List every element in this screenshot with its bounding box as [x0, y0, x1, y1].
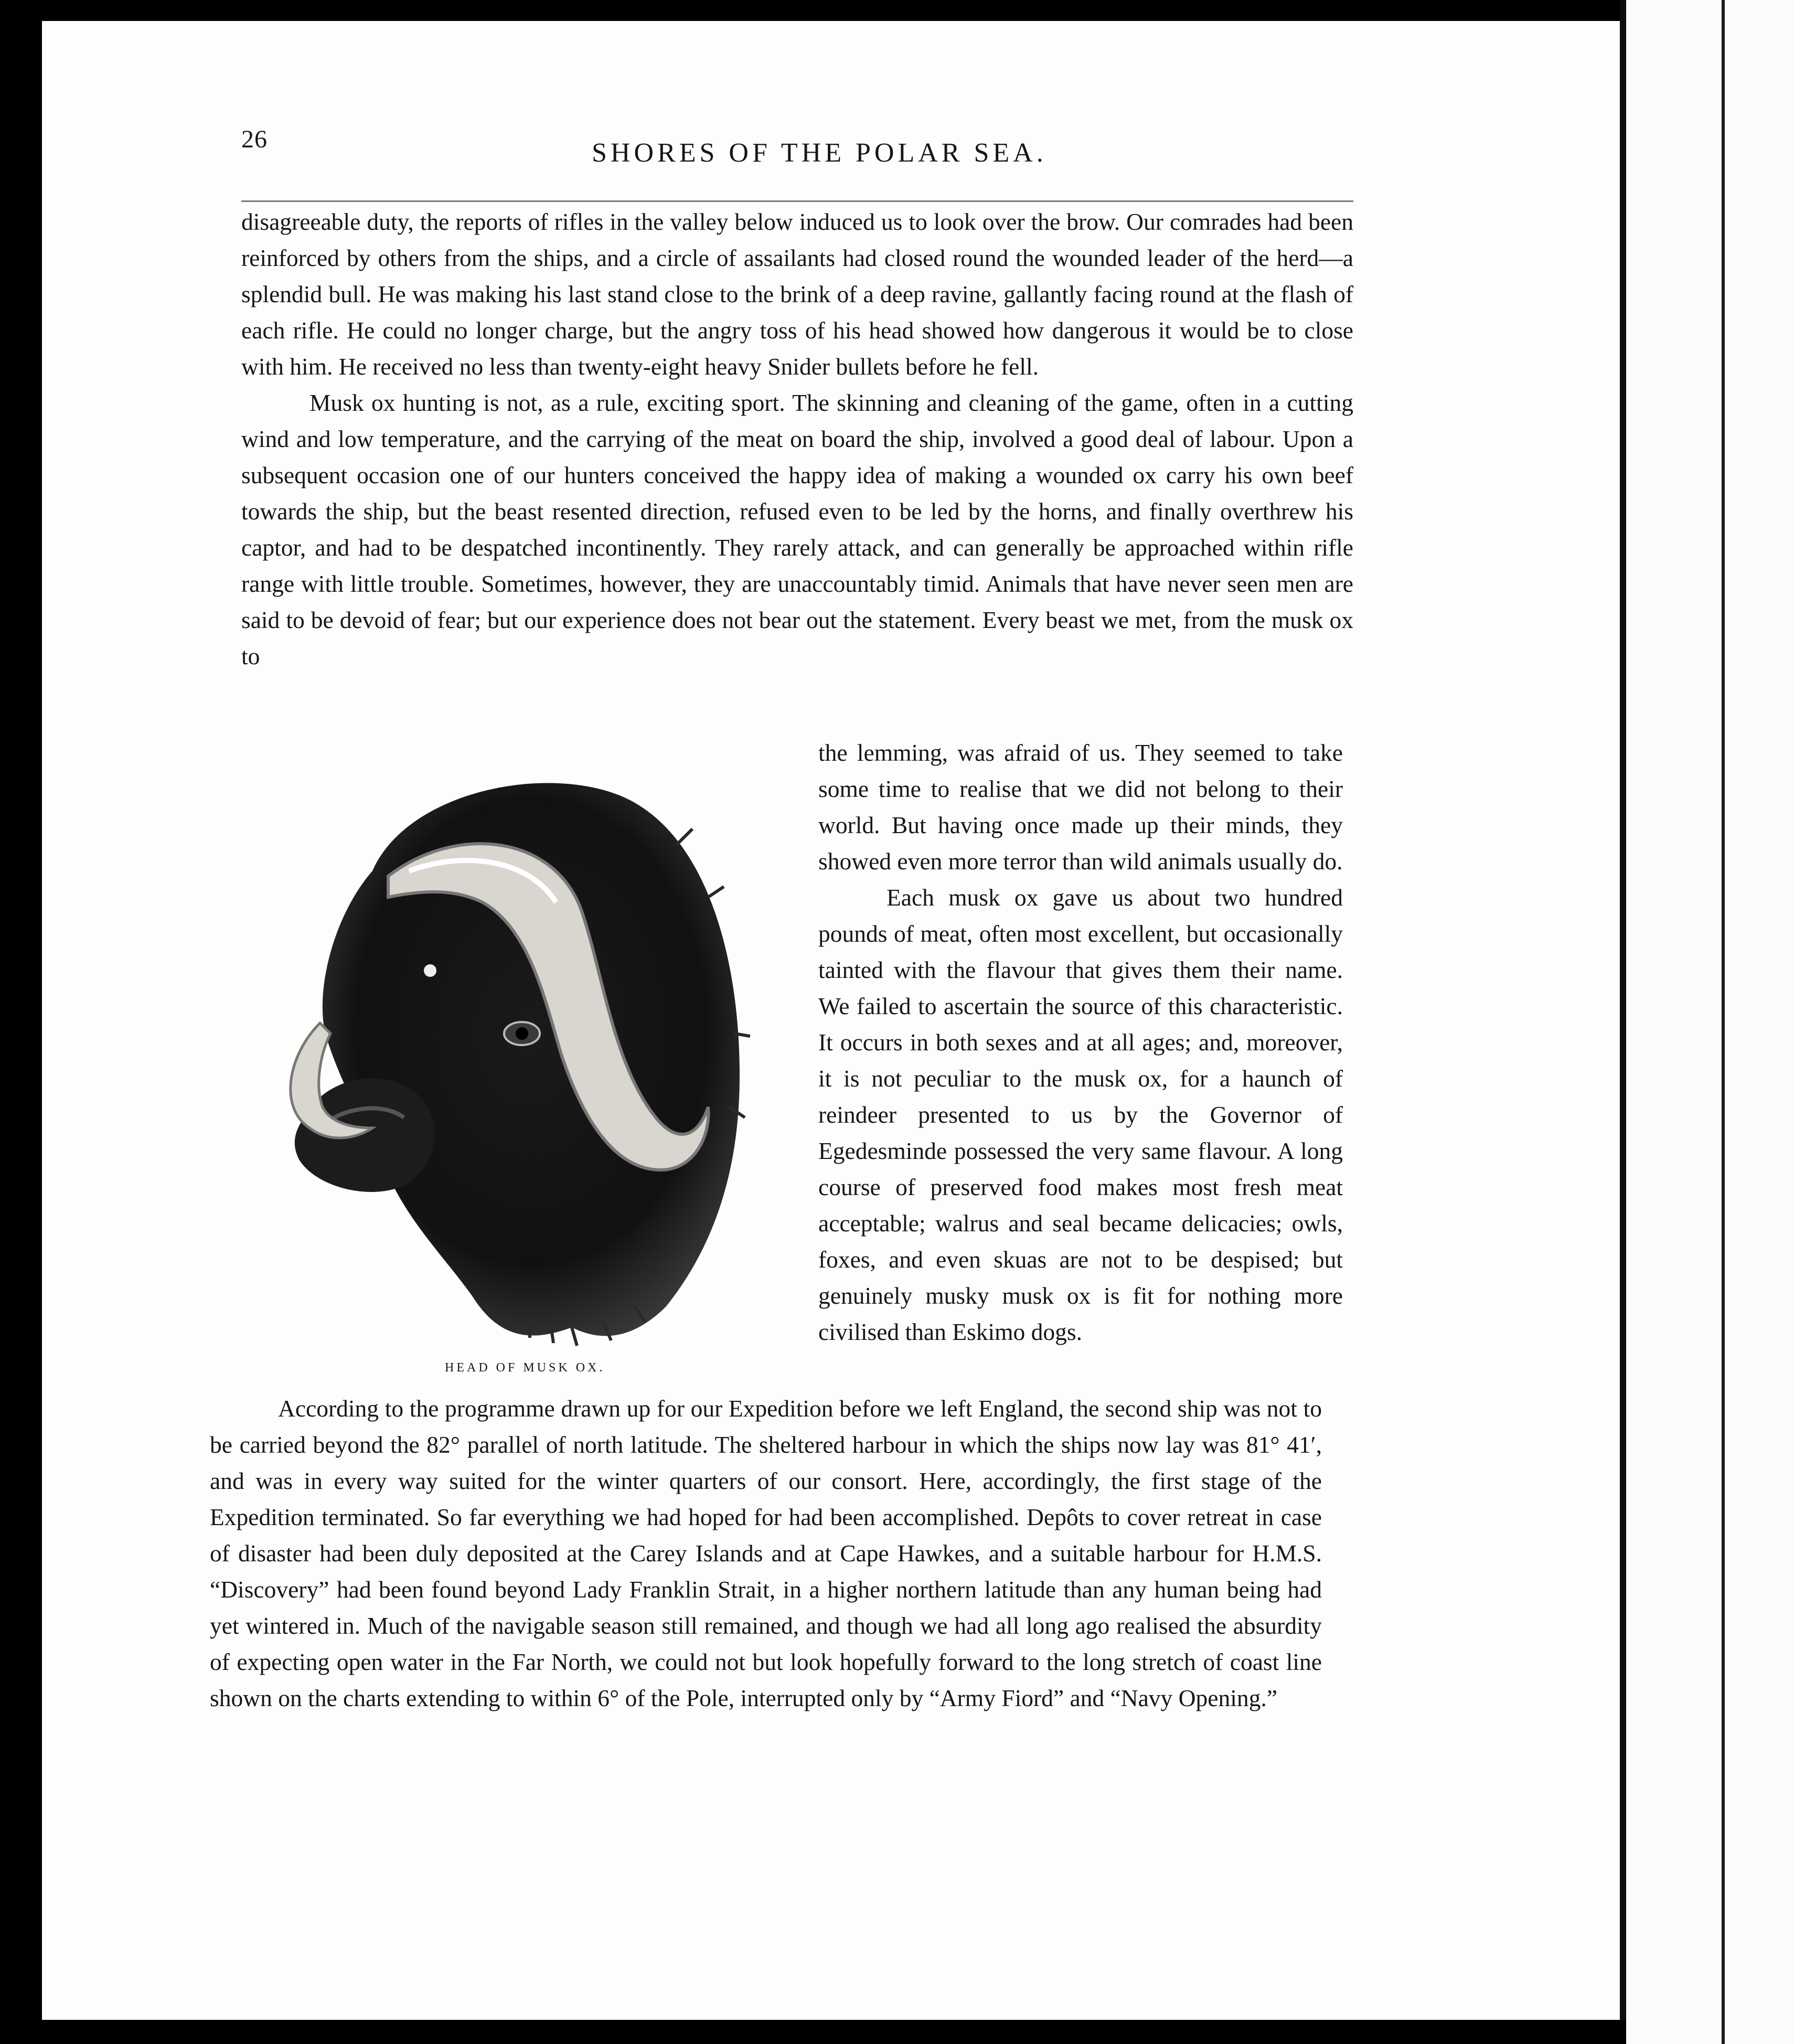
- paragraph-4: According to the programme drawn up for our Expedition before we left England, the second ship was not to be carried beyond the 82° parallel of north latitude. The sheltered harbour in which the ships now lay was 81° 41′, and was in every way suited for the winter quarters of our consort. Here, accordingly, the first stage of the Expedition terminated. So far everything we had hoped for had been accomplished. Depôts to cover retreat in case of disaster had been duly deposited at the Carey Islands and at Cape Hawkes, and a suitable harbour for H.M.S. “Discovery” had been found beyond Lady Franklin Strait, in a higher northern latitude than any human being had yet wintered in. Much of the navigable season still remained, and though we had all long ago realised the absurdity of expecting open water in the Far North, we could not but look hopefully forward to the long stretch of coast line shown on the charts extending to within 6° of the Pole, interrupted only by “Army Fiord” and “Navy Opening.”: [210, 1395, 1322, 1711]
- running-title: SHORES OF THE POLAR SEA.: [592, 138, 1047, 168]
- musk-ox-head-icon: [236, 740, 761, 1348]
- adjacent-page-strip: [1626, 0, 1794, 2044]
- musk-ox-illustration: [236, 740, 761, 1348]
- text-block-beside-figure: [818, 734, 1343, 1350]
- paragraph-2-continued: the lemming, was afraid of us. They seemed to take some time to realise that we did not belong to their world. But having once made up their minds, they showed even more terror than wild animals usually do.: [818, 739, 1343, 875]
- paragraph-3: Each musk ox gave us about two hundred pounds of meat, often most excellent, but occasionally tainted with the flavour that gives them their name. We failed to ascertain the source of this characteristic. It occurs in both sexes and at all ages; and, moreover, it is not peculiar to the musk ox, for a haunch of reindeer presented to us by the Governor of Egedesminde possessed the very same flavour. A long course of preserved food makes most fresh meat acceptable; walrus and seal became delicacies; owls, foxes, and even skuas are not to be despised; but genuinely musky musk ox is fit for nothing more civilised than Eskimo dogs.: [818, 884, 1343, 1345]
- text-block-top: [241, 204, 1353, 674]
- paragraph-1: disagreeable duty, the reports of rifles in the valley below induced us to look over the brow. Our comrades had been reinforced by others from the ships, and a circle of assailants had closed round the wounded leader of the herd—a splendid bull. He was making his last stand close to the brink of a deep ravine, gallantly facing round at the flash of each rifle. He could no longer charge, but the angry toss of his head showed how dangerous it would be to close with him. He received no less than twenty-eight heavy Snider bullets before he fell.: [241, 208, 1353, 380]
- scan-border-top: [0, 0, 1794, 21]
- figure-caption: HEAD OF MUSK OX.: [445, 1361, 605, 1375]
- adjacent-page-line: [1722, 0, 1725, 2044]
- text-block-bottom: [210, 1390, 1322, 1716]
- scan-border-bottom: [0, 2020, 1626, 2044]
- paragraph-2: Musk ox hunting is not, as a rule, exciting sport. The skinning and cleaning of the game, often in a cutting wind and low temperature, and the carrying of the meat on board the ship, involved a good deal of labour. Upon a subsequent occasion one of our hunters conceived the happy idea of making a wounded ox carry his own beef towards the ship, but the beast resented direction, refused even to be led by the horns, and finally overthrew his captor, and had to be despatched incontinently. They rarely attack, and can generally be approached within rifle range with little trouble. Sometimes, however, they are unaccountably timid. Animals that have never seen men are said to be devoid of fear; but our experience does not bear out the statement. Every beast we met, from the musk ox to: [241, 389, 1353, 669]
- page-number: 26: [241, 125, 268, 153]
- header-rule: [241, 200, 1353, 202]
